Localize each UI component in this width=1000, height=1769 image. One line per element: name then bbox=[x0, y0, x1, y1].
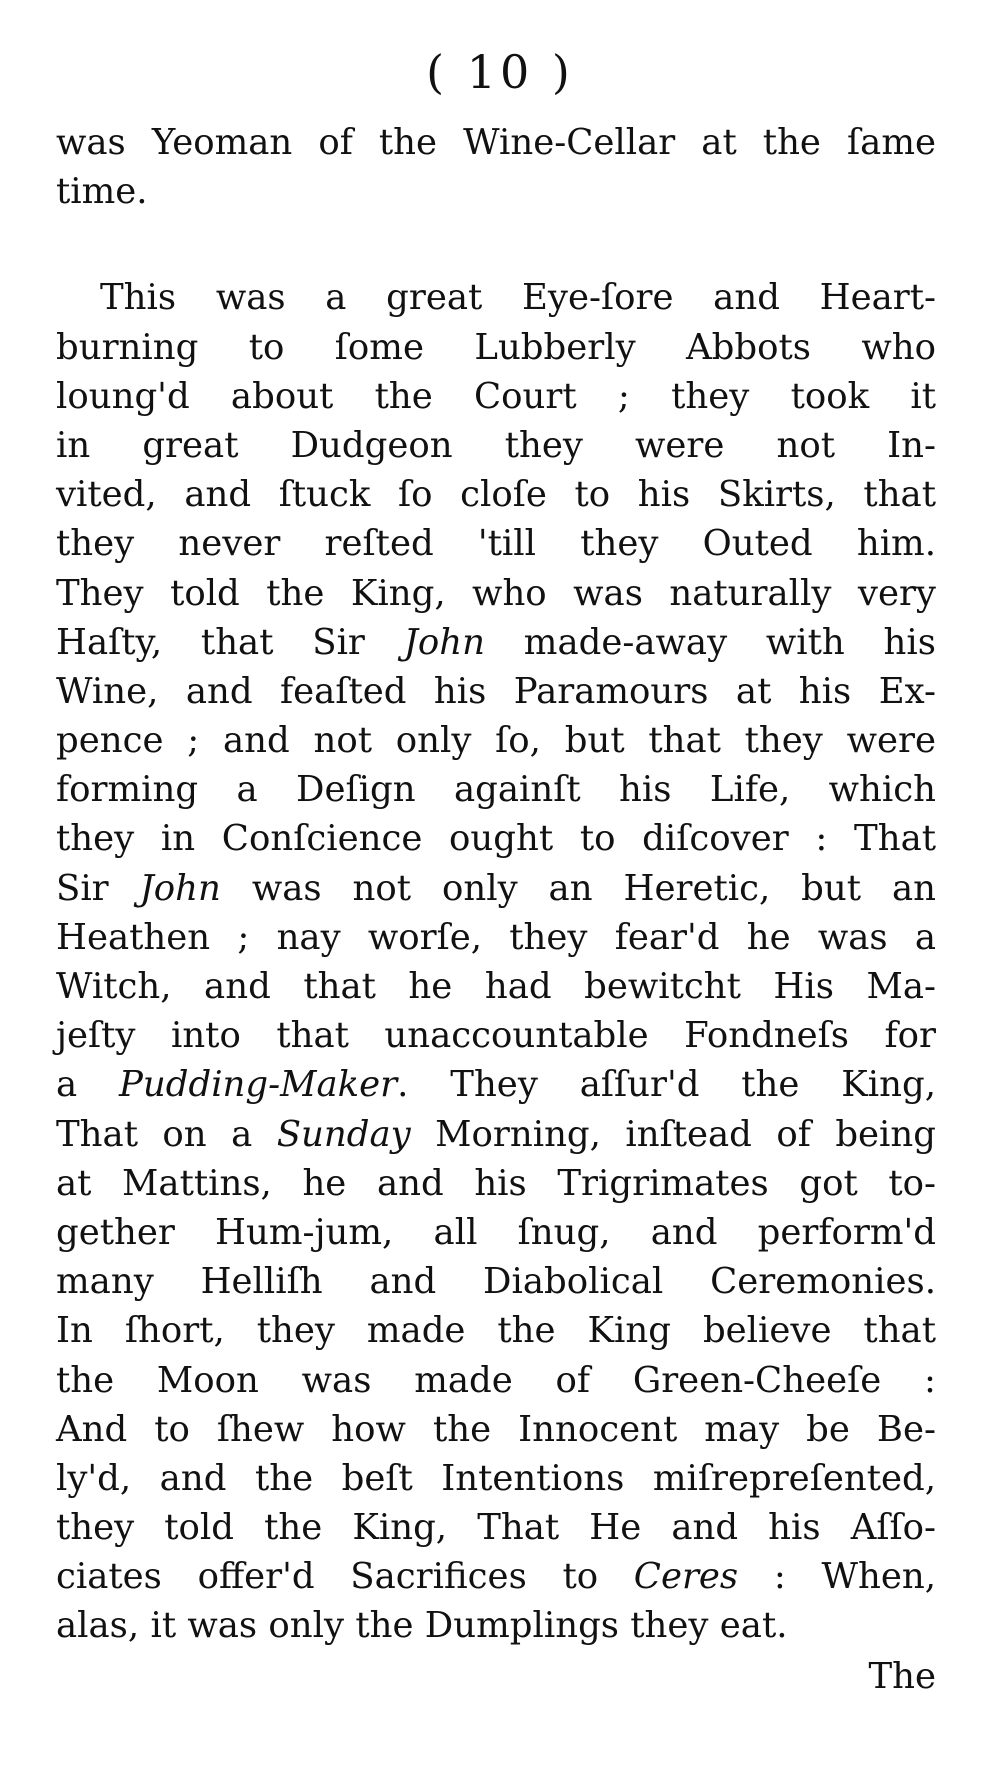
italic-text: John bbox=[403, 621, 486, 663]
text-line: many Helliſh and Diabolical Ceremonies. bbox=[56, 1261, 936, 1303]
text-line: they in Conſcience ought to diſcover : That bbox=[56, 818, 936, 860]
catchword: The bbox=[868, 1656, 936, 1697]
text-line: alas, it was only the Dumplings they eat. bbox=[56, 1605, 788, 1647]
text-line: Wine, and feaſted his Paramours at his Ex- bbox=[56, 670, 936, 712]
italic-text: Sunday bbox=[276, 1113, 411, 1155]
italic-text: Ceres bbox=[633, 1556, 739, 1598]
text-line: ly'd, and the beſt Intentions miſrepreſented, bbox=[56, 1457, 936, 1499]
text-line: a Pudding-Maker. They aſſur'd the King, bbox=[56, 1064, 936, 1106]
paragraph-gap bbox=[56, 216, 936, 273]
text-line: they never reſted 'till they Outed him. bbox=[56, 523, 936, 565]
body-text bbox=[56, 118, 936, 1651]
text-line: This was a great Eye-ſore and Heart- bbox=[100, 277, 936, 319]
text-line: forming a Deſign againſt his Life, which bbox=[56, 769, 936, 811]
text-line: they told the King, That He and his Aſſo- bbox=[56, 1507, 936, 1549]
text-line: Witch, and that he had bewitcht His Ma- bbox=[56, 966, 936, 1007]
text-line: That on a Sunday Morning, inſtead of being bbox=[56, 1113, 936, 1155]
text-line: burning to ſome Lubberly Abbots who bbox=[56, 326, 936, 368]
text-line: And to ſhew how the Innocent may be Be- bbox=[56, 1408, 936, 1450]
text-line: Haſty, that Sir John made-away with his bbox=[56, 621, 936, 663]
text-line: ciates offer'd Sacrifices to Ceres : When, bbox=[56, 1556, 936, 1598]
page-number: ( 10 ) bbox=[426, 45, 574, 99]
text-line: was Yeoman of the Wine-Cellar at the ſame bbox=[56, 122, 936, 163]
text-line: at Mattins, he and his Trigrimates got to- bbox=[56, 1162, 936, 1204]
text-line: vited, and ſtuck ſo cloſe to his Skirts, that bbox=[56, 474, 936, 516]
text-line: jeſty into that unaccountable Fondneſs for bbox=[56, 1015, 936, 1057]
text-line: pence ; and not only ſo, but that they were bbox=[56, 720, 936, 762]
italic-text: Pudding-Maker bbox=[119, 1064, 398, 1106]
text-line: the Moon was made of Green-Cheeſe : bbox=[56, 1359, 936, 1401]
text-line: loung'd about the Court ; they took it bbox=[56, 375, 936, 417]
text-line: time. bbox=[56, 171, 148, 213]
text-line: They told the King, who was naturally very bbox=[56, 572, 936, 614]
italic-text: John bbox=[139, 867, 221, 909]
text-line: gether Hum-jum, all ſnug, and perform'd bbox=[56, 1211, 936, 1253]
text-line: In ſhort, they made the King believe that bbox=[56, 1310, 936, 1352]
text-line: Sir John was not only an Heretic, but an bbox=[56, 867, 936, 909]
text-line: in great Dudgeon they were not In- bbox=[56, 424, 936, 466]
text-line: Heathen ; nay worſe, they fear'd he was a bbox=[56, 916, 936, 958]
